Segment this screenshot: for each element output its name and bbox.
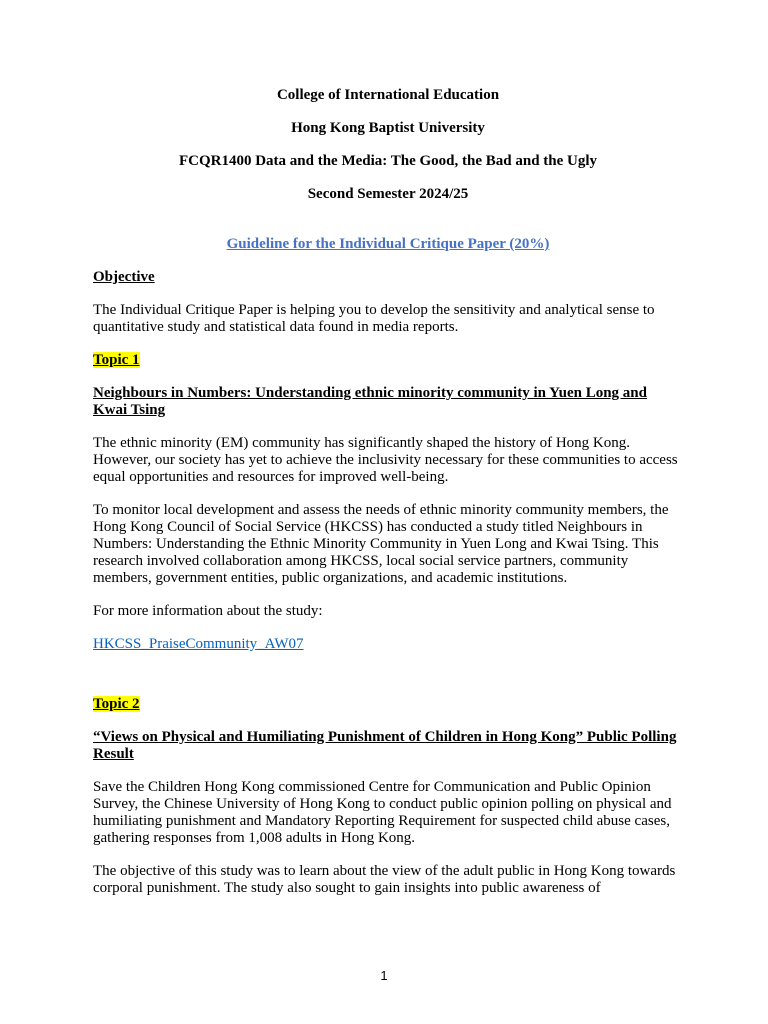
document-page [93, 87, 683, 913]
topic2-label-wrap [93, 696, 683, 713]
course-title: FCQR1400 Data and the Media: The Good, the Bad and the Ugly [178, 153, 598, 169]
objective-text: The Individual Critique Paper is helping you to develop the sensitivity and analytical sense to quantitative study and statistical data found in media reports. [93, 302, 655, 335]
page-number: 1 [380, 968, 388, 983]
topic1-more-info: For more information about the study: [93, 603, 323, 619]
topic1-label: Topic 1 [93, 352, 140, 368]
objective-heading: Objective [93, 269, 155, 285]
topic1-link-line [93, 636, 683, 653]
hkcss-study-link[interactable]: HKCSS_PraiseCommunity_AW07 [93, 636, 304, 652]
topic2-label: Topic 2 [93, 696, 140, 712]
topic1-title: Neighbours in Numbers: Understanding ethnic minority community in Yuen Long and Kwai Tsing [93, 385, 647, 418]
spacer [93, 653, 683, 696]
topic2-paragraph-1: Save the Children Hong Kong commissioned Centre for Communication and Public Opinion Survey, the Chinese University of Hong Kong to conduct public opinion polling on physical and humiliating punishment and Mandatory Reporting Requirement for suspected child abuse cases, gathering responses from 1,008 adults in Hong Kong. [93, 779, 672, 846]
topic1-paragraph-1: The ethnic minority (EM) community has significantly shaped the history of Hong Kong. However, our society has yet to achieve the inclusivity necessary for these communities to access equal opportunities and resources for improved well-being. [93, 435, 678, 485]
semester: Second Semester 2024/25 [307, 186, 469, 202]
topic2-paragraph-2: The objective of this study was to learn about the view of the adult public in Hong Kong towards corporal punishment. The study also sought to gain insights into public awareness of [93, 863, 676, 896]
topic1-paragraph-2: To monitor local development and assess the needs of ethnic minority community members, the Hong Kong Council of Social Service (HKCSS) has conducted a study titled Neighbours in Numbers: Understanding the Ethnic Minority Community in Yuen Long and Kwai Tsing. This research involved collaboration among HKCSS, local social service partners, community members, government entities, public organizations, and academic institutions. [93, 502, 669, 586]
guideline-title: Guideline for the Individual Critique Paper (20%) [226, 236, 550, 252]
college-name: College of International Education [276, 87, 500, 103]
topic2-title: “Views on Physical and Humiliating Punishment of Children in Hong Kong” Public Polling Result [93, 729, 677, 762]
university-name: Hong Kong Baptist University [291, 120, 485, 136]
topic1-label-wrap [93, 352, 683, 369]
